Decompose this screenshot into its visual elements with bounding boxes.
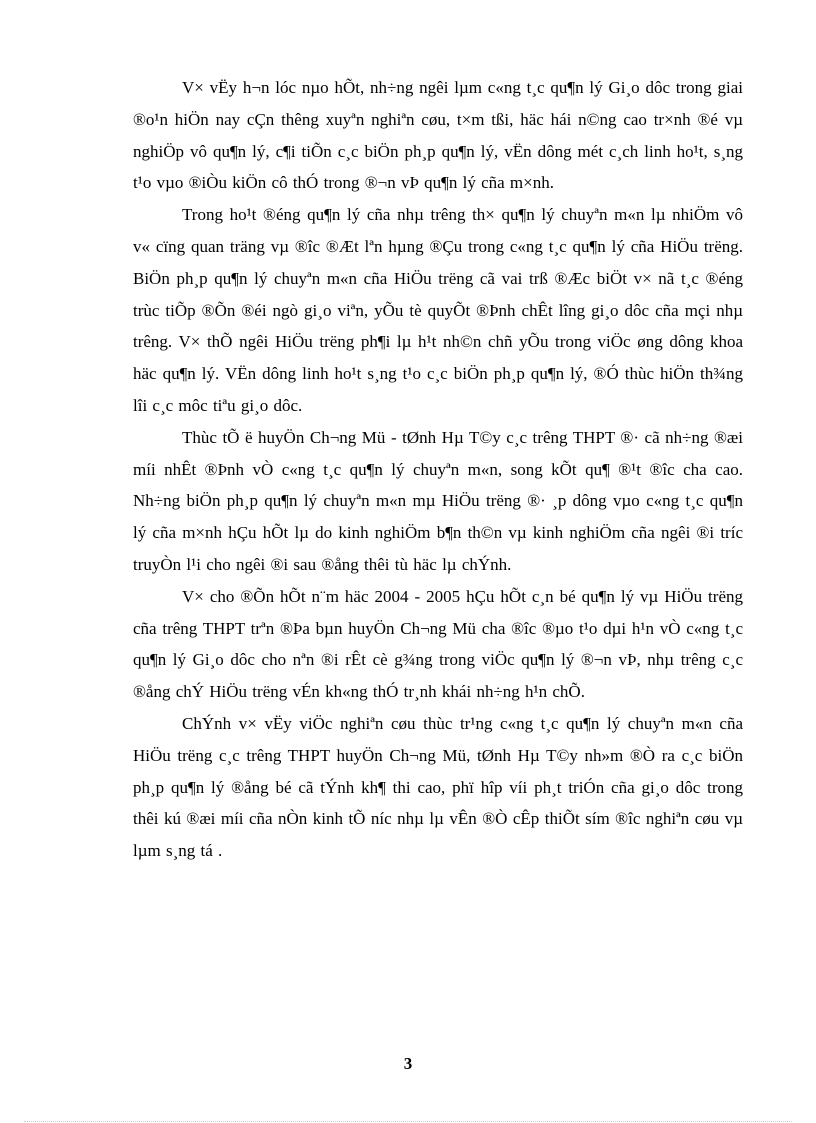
paragraph-2: Trong ho¹t ®éng qu¶n lý cña nhµ trêng th× qu¶n lý chuyªn m«n lµ nhiÖm vô v« cïng quan träng vµ ®îc ®Æt lªn hµng ®Çu trong c«ng t¸c qu¶n lý cña HiÖu trëng. BiÖn ph¸p qu¶n lý chuyªn m«n cña HiÖu trëng cã vai trß ®Æc biÖt v× nã t¸c ®éng trùc tiÕp ®Õn ®éi ngò gi¸o viªn, yÕu tè quyÕt ®Þnh chÊt lîng gi¸o dôc cña mçi nhµ trêng. V× thÕ ngêi HiÖu trëng ph¶i lµ h¹t nh©n chñ yÕu trong viÖc øng dông khoa häc qu¶n lý. VËn dông linh ho¹t s¸ng t¹o c¸c biÖn ph¸p qu¶n lý, ®Ó thùc hiÖn th¾ng lîi c¸c môc tiªu gi¸o dôc. [133, 205, 743, 415]
paragraph-4: V× cho ®Õn hÕt n¨m häc 2004 - 2005 hÇu hÕt c¸n bé qu¶n lý vµ HiÖu trëng cña trêng THPT trªn ®Þa bµn huyÖn Ch¬ng Mü cha ®îc ®µo t¹o dµi h¹n vÒ c«ng t¸c qu¶n lý Gi¸o dôc cho nªn ®i rÊt cè g¾ng trong viÖc qu¶n lý ®¬n vÞ, nhµ trêng c¸c ®ång chÝ HiÖu trëng vÉn kh«ng thÓ tr¸nh khái nh÷ng h¹n chÕ. [133, 586, 743, 702]
page-number: 3 [403, 1054, 413, 1073]
paragraph-5: ChÝnh v× vËy viÖc nghiªn cøu thùc tr¹ng c«ng t¸c qu¶n lý chuyªn m«n cña HiÖu trëng c¸c trêng THPT huyÖn Ch¬ng Mü, tØnh Hµ T©y nh»m ®Ò ra c¸c biÖn ph¸p qu¶n lý ®ång bé cã tÝnh kh¶ thi cao, phï hîp víi ph¸t triÓn cña gi¸o dôc trong thêi kú ®æi míi cña nÒn kinh tÕ níc nhµ lµ vÊn ®Ò cÊp thiÕt sím ®îc nghiªn cøu vµ lµm s¸ng tá . [133, 713, 743, 861]
page-bottom-divider [24, 1121, 792, 1122]
paragraph-1: V× vËy h¬n lóc nµo hÕt, nh÷ng ngêi lµm c«ng t¸c qu¶n lý Gi¸o dôc trong giai ®o¹n hiÖn nay cÇn thêng xuyªn nghiªn cøu, t×m tßi, häc hái n©ng cao tr×nh ®é vµ nghiÖp vô qu¶n lý, c¶i tiÕn c¸c biÖn ph¸p qu¶n lý, vËn dông mét c¸ch linh ho¹t, s¸ng t¹o vµo ®iÒu kiÖn cô thÓ trong ®¬n vÞ qu¶n lý cña m×nh. [133, 78, 743, 193]
body-text [133, 72, 743, 867]
paragraph-3: Thùc tÕ ë huyÖn Ch¬ng Mü - tØnh Hµ T©y c¸c trêng THPT ®· cã nh÷ng ®æi míi nhÊt ®Þnh vÒ c«ng t¸c qu¶n lý chuyªn m«n, song kÕt qu¶ ®¹t ®îc cha cao. Nh÷ng biÖn ph¸p qu¶n lý chuyªn m«n mµ HiÖu trëng ®· ¸p dông vµo c«ng t¸c qu¶n lý cña m×nh hÇu hÕt lµ do kinh nghiÖm b¶n th©n vµ kinh nghiÖm cña ngêi ®i tríc truyÒn l¹i cho ngêi ®i sau ®ång thêi tù häc lµ chÝnh. [133, 427, 743, 574]
